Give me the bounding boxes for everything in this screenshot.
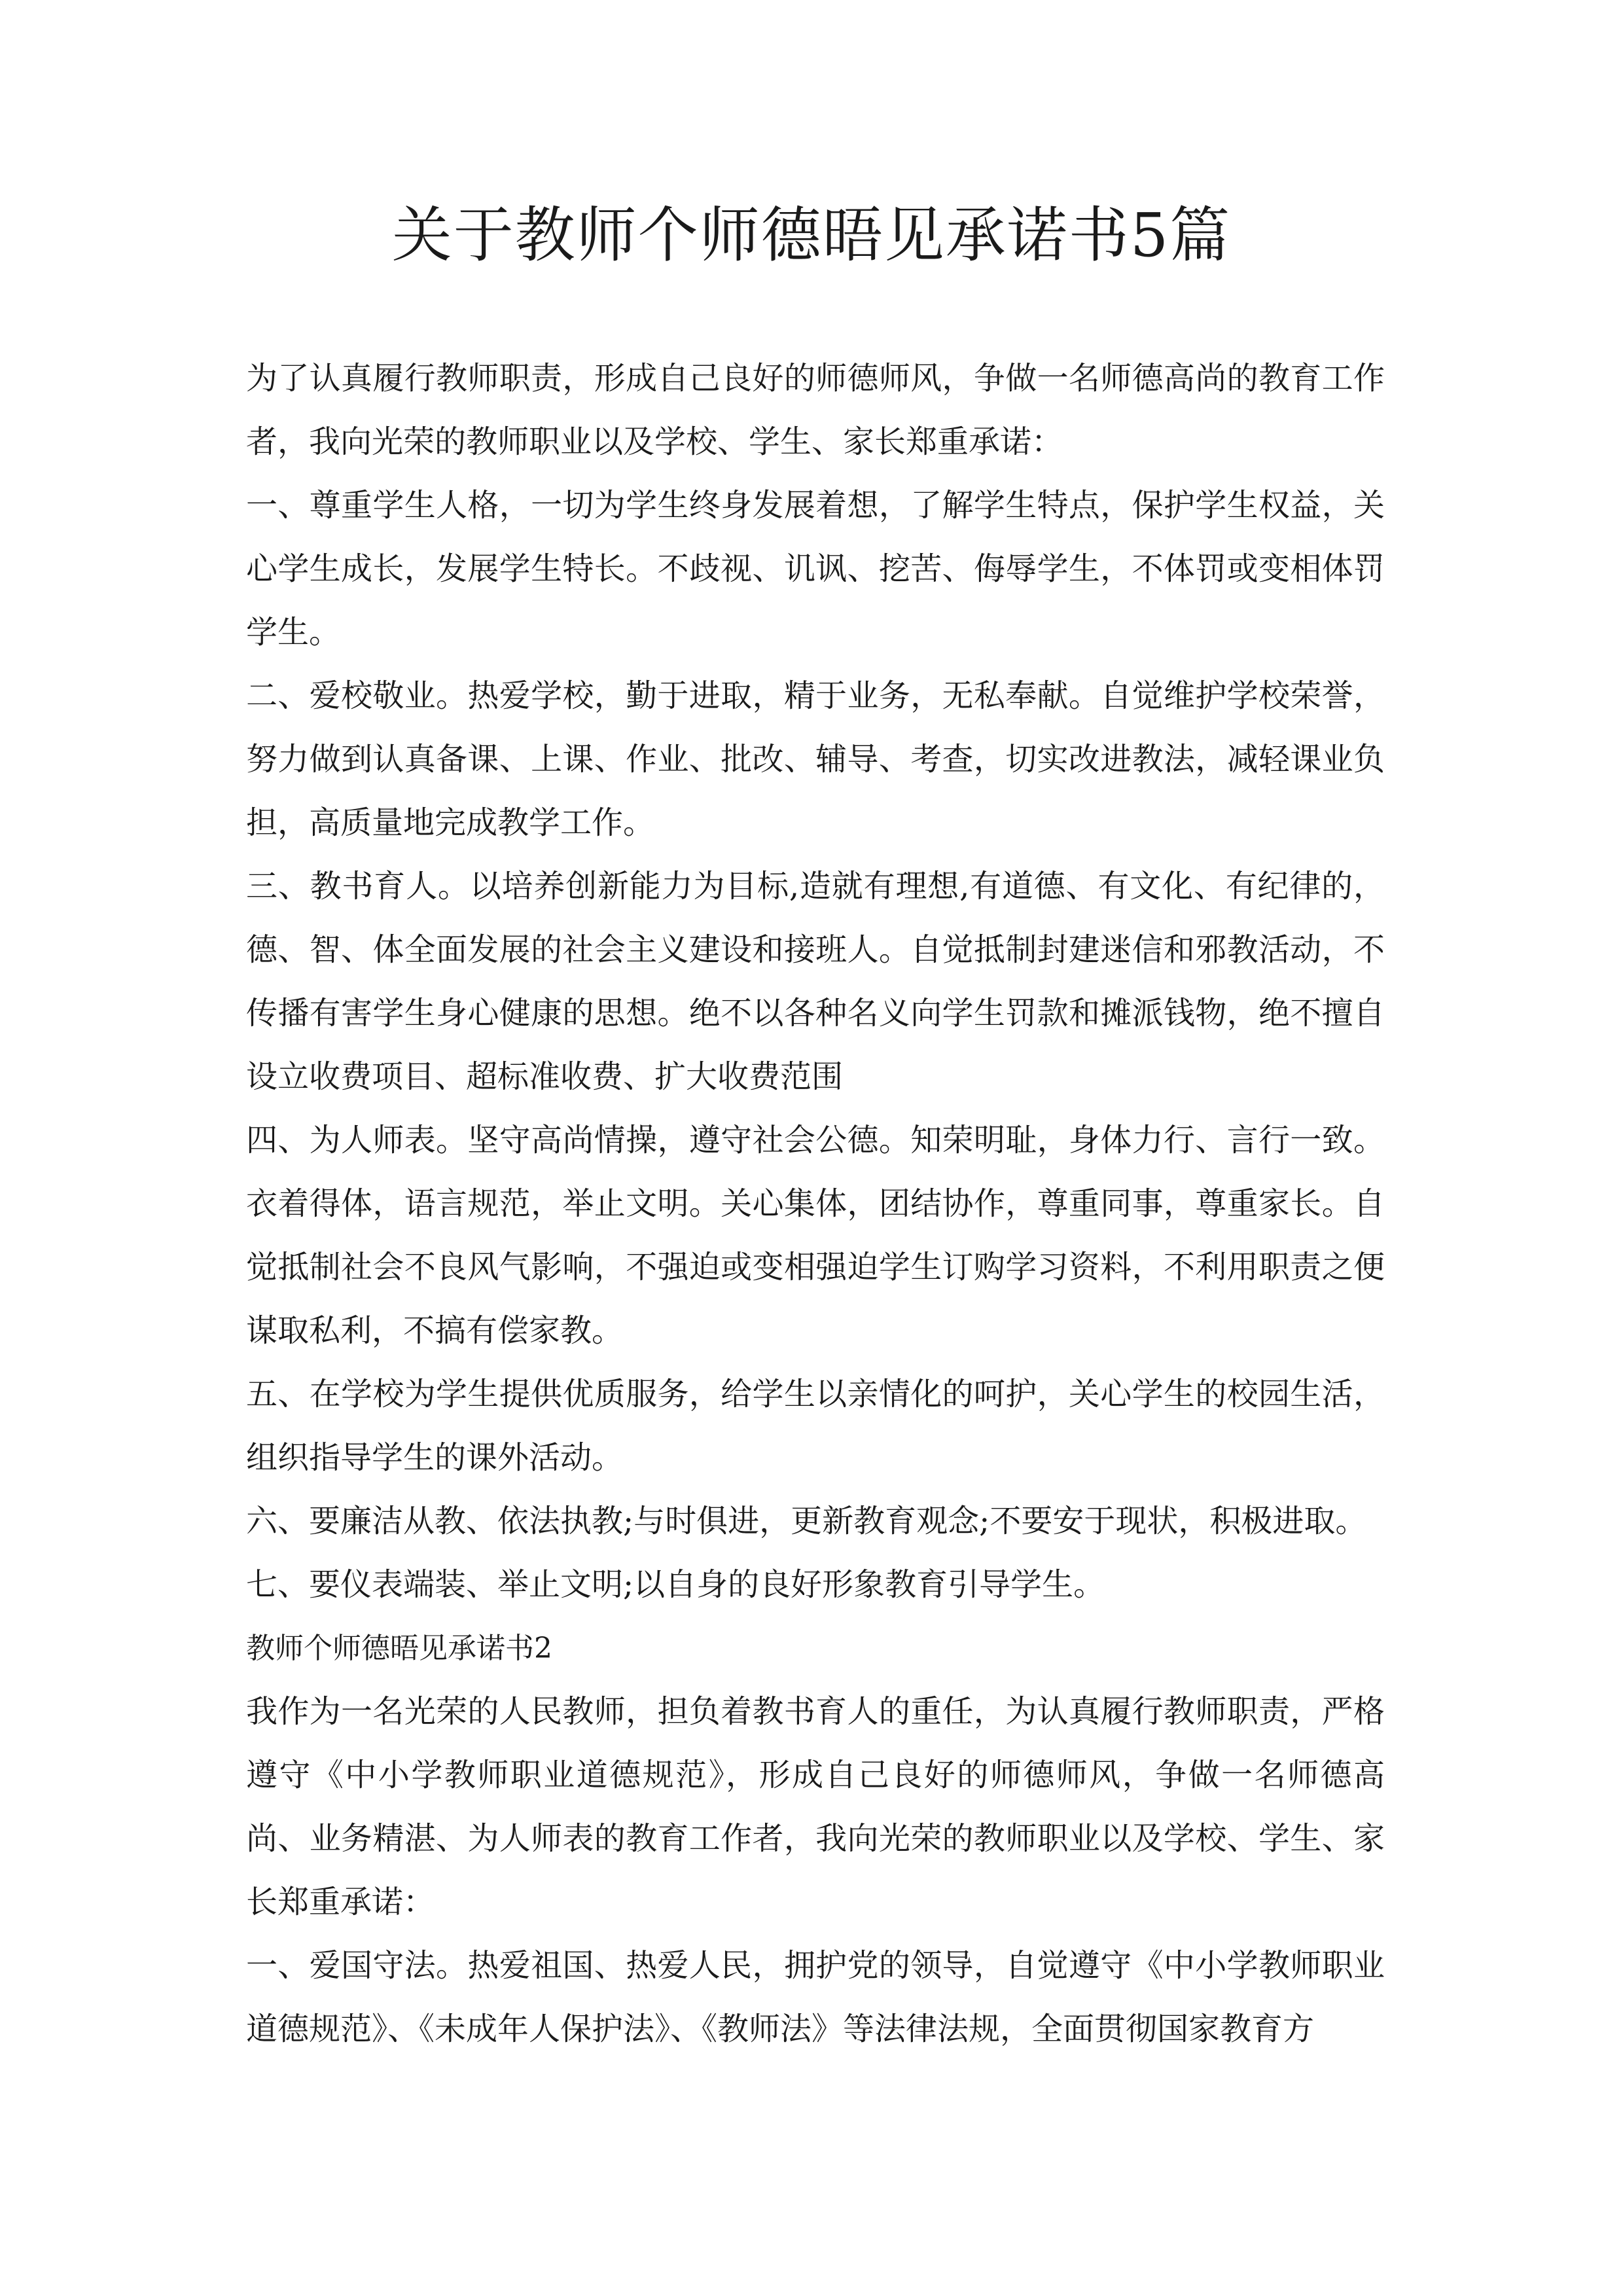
section-2-intro-paragraph: 我作为一名光荣的人民教师，担负着教书育人的重任，为认真履行教师职责，严格遵守《中小学教师职业道德规范》，形成自己良好的师德师风，争做一名师德高尚、业务精湛、为人师表的教育工作者，我向光荣的教师职业以及学校、学生、家长郑重承诺： xyxy=(246,1693,1385,1920)
section-2-heading: 教师个师德晤见承诺书2 xyxy=(246,1632,552,1665)
commitment-item-3: 三、教书育人。以培养创新能力为目标,造就有理想,有道德、有文化、有纪律的，德、智、体全面发展的社会主义建设和接班人。自觉抵制封建迷信和邪教活动，不传播有害学生身心健康的思想。绝不以各种名义向学生罚款和摊派钱物，绝不擅自设立收费项目、超标准收费、扩大收费范围 xyxy=(246,868,1385,1095)
commitment-item-5: 五、在学校为学生提供优质服务，给学生以亲情化的呵护，关心学生的校园生活，组织指导学生的课外活动。 xyxy=(246,1376,1385,1476)
commitment-item-1: 一、尊重学生人格，一切为学生终身发展着想，了解学生特点，保护学生权益，关心学生成长，发展学生特长。不歧视、讥讽、挖苦、侮辱学生，不体罚或变相体罚学生。 xyxy=(246,487,1385,651)
section-2-item-1: 一、爱国守法。热爱祖国、热爱人民，拥护党的领导，自觉遵守《中小学教师职业道德规范》、《未成年人保护法》、《教师法》等法律法规，全面贯彻国家教育方 xyxy=(246,1947,1385,2047)
document-body xyxy=(246,347,1385,2061)
document-title: 关于教师个师德晤见承诺书5篇 xyxy=(391,200,1232,270)
commitment-item-2: 二、爱校敬业。热爱学校，勤于进取，精于业务，无私奉献。自觉维护学校荣誉，努力做到认真备课、上课、作业、批改、辅导、考查，切实改进教法，减轻课业负担，高质量地完成教学工作。 xyxy=(246,677,1385,841)
commitment-item-4: 四、为人师表。坚守高尚情操，遵守社会公德。知荣明耻，身体力行、言行一致。衣着得体，语言规范，举止文明。关心集体，团结协作，尊重同事，尊重家长。自觉抵制社会不良风气影响，不强迫或变相强迫学生订购学习资料，不利用职责之便谋取私利，不搞有偿家教。 xyxy=(246,1122,1385,1349)
intro-paragraph: 为了认真履行教师职责，形成自己良好的师德师风，争做一名师德高尚的教育工作者，我向光荣的教师职业以及学校、学生、家长郑重承诺： xyxy=(246,360,1385,460)
commitment-item-7: 七、要仪表端装、举止文明;以自身的良好形象教育引导学生。 xyxy=(246,1566,1105,1603)
commitment-item-6: 六、要廉洁从教、依法执教;与时俱进，更新教育观念;不要安于现状，积极进取。 xyxy=(246,1503,1367,1539)
